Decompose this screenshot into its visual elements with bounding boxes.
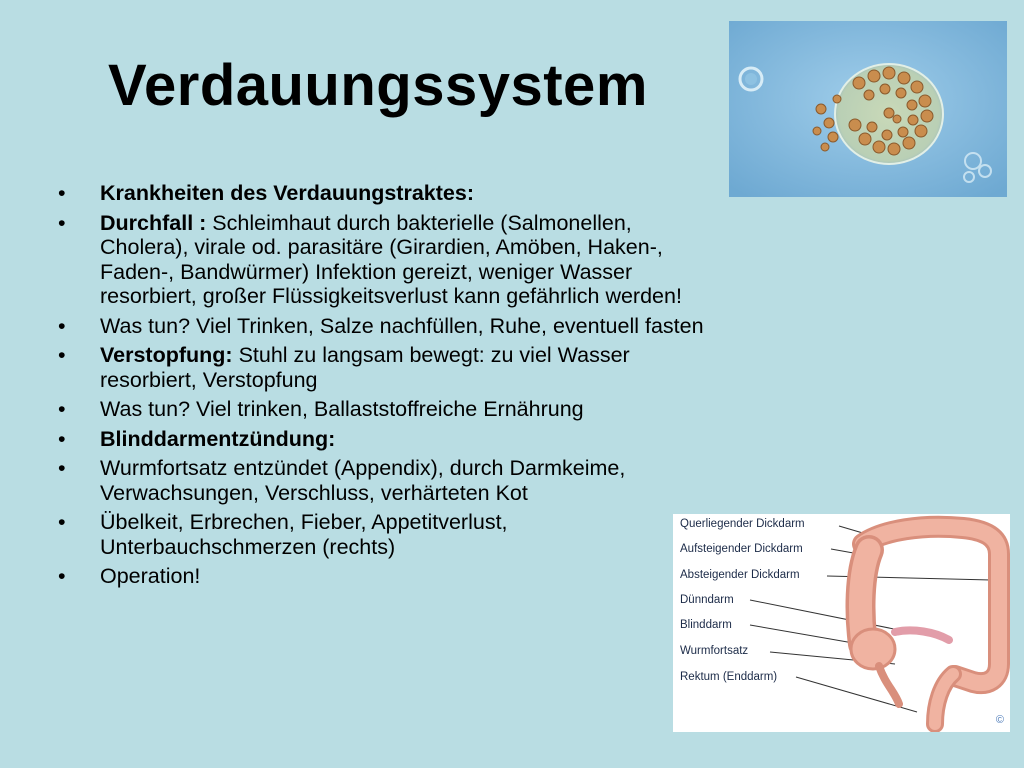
amoeba-image (729, 21, 1007, 197)
list-item (58, 564, 708, 589)
amoeba-micrograph (729, 21, 1007, 197)
bullet-marker: • (58, 397, 66, 421)
list-item (58, 181, 708, 206)
label-querliegender-dickdarm: Querliegender Dickdarm (680, 518, 805, 530)
list-item (58, 343, 708, 392)
bullet-text: Wurmfortsatz entzündet (Appendix), durch Darmkeime, Verwachsungen, Verschluss, verhärteten Kot (100, 456, 626, 505)
bullet-text: Was tun? Viel trinken, Ballaststoffreiche Ernährung (100, 397, 584, 421)
bullet-marker: • (58, 313, 66, 338)
list-item (58, 427, 708, 452)
bullet-marker: • (58, 426, 66, 451)
bullet-marker: • (58, 510, 66, 534)
bullet-heading: Durchfall : (100, 210, 213, 235)
bullet-text: Operation! (100, 564, 201, 588)
list-item (58, 510, 708, 559)
bullet-heading: Verstopfung: (100, 343, 239, 367)
bullet-text: Übelkeit, Erbrechen, Fieber, Appetitverlust, Unterbauchschmerzen (rechts) (100, 510, 508, 559)
intestine-diagram (673, 514, 1010, 732)
bullet-marker: • (58, 210, 66, 235)
list-item (58, 456, 708, 505)
list-item (58, 397, 708, 422)
bullet-list (58, 181, 708, 594)
label-duenndarm: Dünndarm (680, 594, 734, 606)
bullet-marker: • (58, 181, 66, 205)
bullet-heading: Blinddarmentzündung: (100, 426, 336, 451)
label-blinddarm: Blinddarm (680, 619, 732, 631)
bullet-marker: • (58, 343, 66, 367)
list-item (58, 314, 708, 339)
bullet-marker: • (58, 456, 66, 480)
bullet-text: Was tun? Viel Trinken, Salze nachfüllen, Ruhe, eventuell fasten (100, 313, 704, 338)
bullet-text: Stuhl zu langsam bewegt: zu viel Wasser resorbiert, Verstopfung (100, 343, 630, 392)
list-item (58, 211, 708, 309)
label-wurmfortsatz: Wurmfortsatz (680, 645, 749, 657)
label-absteigender-dickdarm: Absteigender Dickdarm (680, 569, 800, 581)
bullet-heading: Krankheiten des Verdauungstraktes: (100, 181, 474, 205)
label-aufsteigender-dickdarm: Aufsteigender Dickdarm (680, 543, 803, 555)
copyright-mark: © (995, 714, 1004, 726)
label-rektum: Rektum (Enddarm) (680, 671, 778, 683)
bullet-text: Schleimhaut durch bakterielle (Salmonellen, Cholera), virale od. parasitäre (Girardien, Amöben, Haken-, Faden-, Bandwürmer) Infektion gereizt, weniger Wasser resorbiert, großer Flüssigkeitsverlust kann gefährlich werden! (100, 210, 682, 308)
bullet-marker: • (58, 564, 66, 588)
slide-title: Verdauungssystem (108, 53, 648, 118)
